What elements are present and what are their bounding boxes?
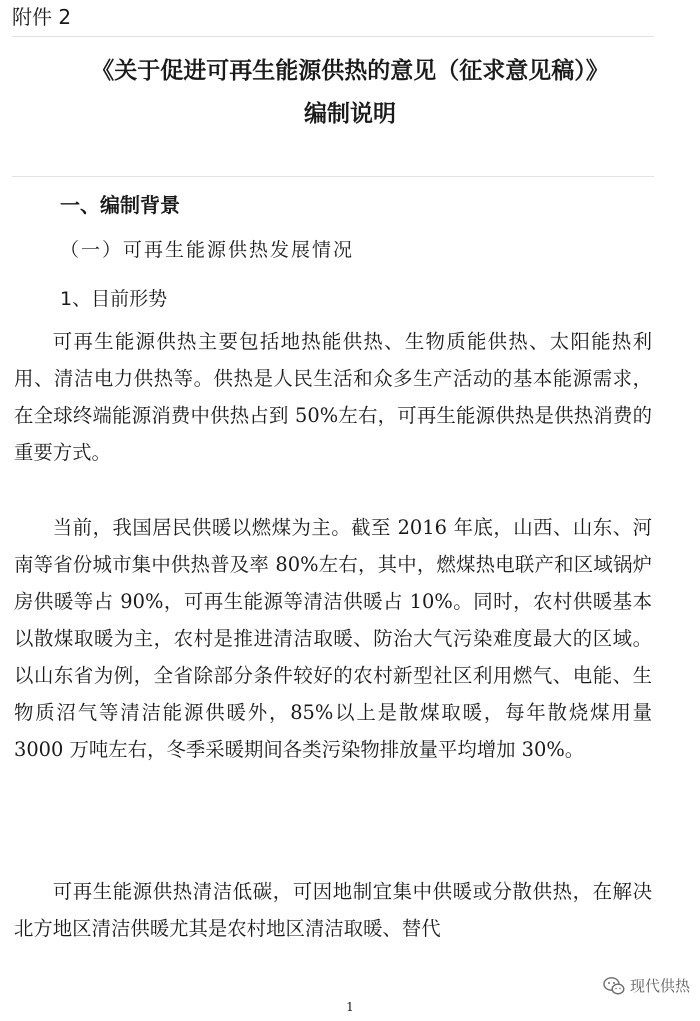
watermark-label: 现代供热 xyxy=(629,977,690,995)
subsection-heading: （一）可再生能源供热发展情况 xyxy=(60,239,355,261)
body-paragraph: 可再生能源供热清洁低碳，可因地制宜集中供暖或分散供热，在解决北方地区清洁供暖尤其是农村地区清洁取暖、替代 xyxy=(14,880,652,940)
page-number: 1 xyxy=(346,1000,354,1014)
body-paragraph: 可再生能源供热主要包括地热能供热、生物质能供热、太阳能热利用、清洁电力供热等。供热是人民生活和众多生产活动的基本能源需求，在全球终端能源消费中供热占到 50%左右，可再生能源供热是供热消费的重要方式。 xyxy=(14,330,652,464)
title-divider xyxy=(12,176,654,177)
document-title: 《关于促进可再生能源供热的意见（征求意见稿）》 xyxy=(91,58,609,84)
item-heading: 1、目前形势 xyxy=(60,288,168,310)
top-divider xyxy=(12,36,654,37)
document-subtitle: 编制说明 xyxy=(304,101,396,127)
section-heading: 一、编制背景 xyxy=(60,193,180,217)
attachment-label: 附件 2 xyxy=(12,5,72,29)
body-paragraph: 当前，我国居民供暖以燃煤为主。截至 2016 年底，山西、山东、河南等省份城市集中供热普及率 80%左右，其中，燃煤热电联产和区域锅炉房供暖等占 90%，可再生能源等清洁供暖占 10%。同时，农村供暖基本以散煤取暖为主，农村是推进清洁取暖、防治大气污染难度最大的区域。以山东省为例，全省除部分条件较好的农村新型社区利用燃气、电能、生物质沼气等清洁能源供暖外，85%以上是散煤取暖，每年散烧煤用量 3000 万吨左右，冬季采暖期间各类污染物排放量平均增加 30%。 xyxy=(14,516,652,761)
wechat-icon xyxy=(603,976,625,996)
watermark xyxy=(603,976,690,996)
